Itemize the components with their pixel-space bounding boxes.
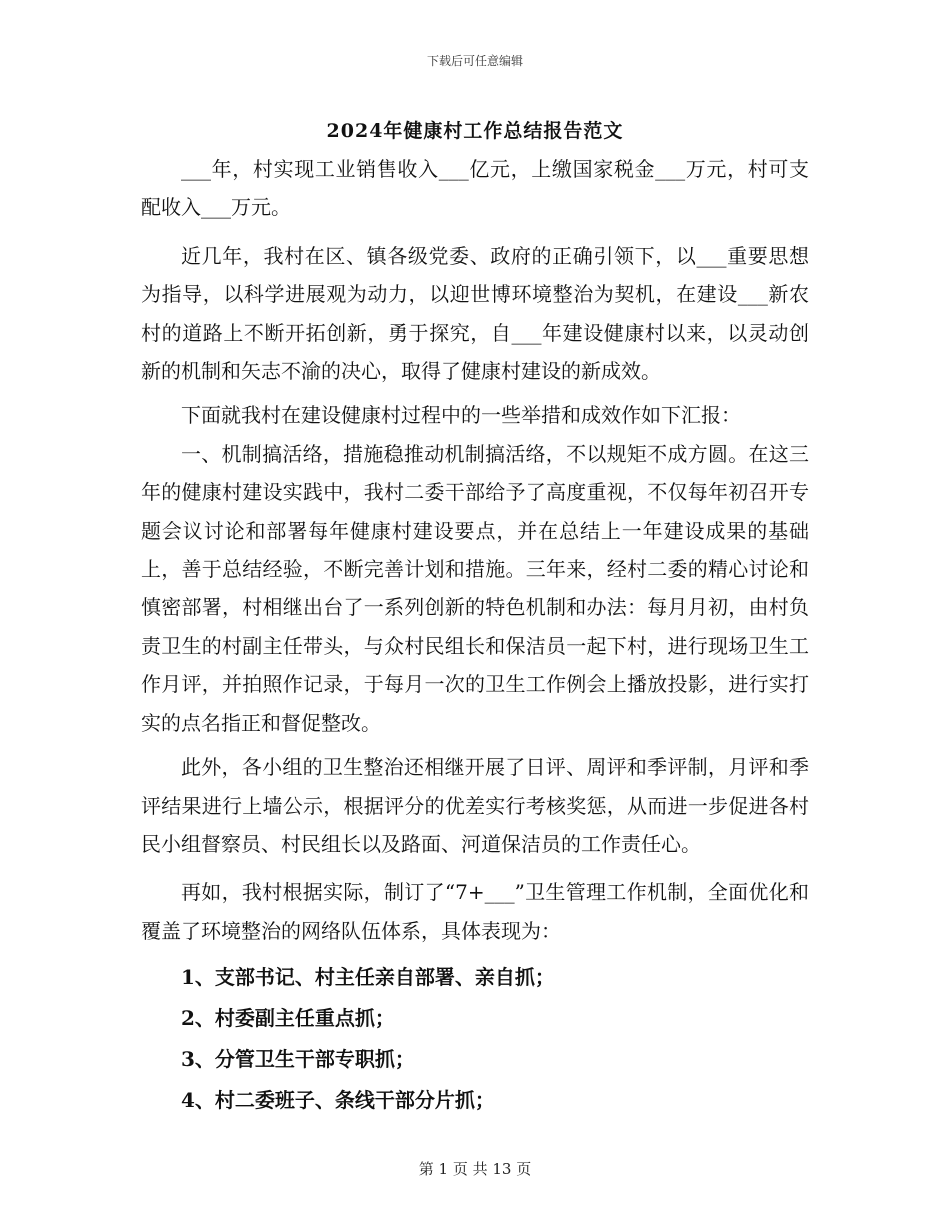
document-body [141, 150, 809, 1119]
paragraph: 一、机制搞活络，措施稳推动机制搞活络，不以规矩不成方圆。在这三年的健康村建设实践中，我村二委干部给予了高度重视，不仅每年初召开专题会议讨论和部署每年健康村建设要点，并在总结上一年建设成果的基础上，善于总结经验，不断完善计划和措施。三年来，经村二委的精心讨论和慎密部署，村相继出台了一系列创新的特色机制和办法：每月月初，由村负责卫生的村副主任带头，与众村民组长和保洁员一起下村，进行现场卫生工作月评，并拍照作记录，于每月一次的卫生工作例会上播放投影，进行实打实的点名指正和督促整改。 [141, 441, 809, 735]
list-item: 2、村委副主任重点抓； [181, 1006, 395, 1031]
list-item: 3、分管卫生干部专职抓； [181, 1047, 415, 1072]
list-item: 4、村二委班子、条线干部分片抓； [181, 1088, 495, 1113]
paragraph: ___年，村实现工业销售收入___亿元，上缴国家税金___万元，村可支配收入___万元。 [141, 157, 809, 220]
document-title: 2024年健康村工作总结报告范文 [326, 120, 624, 142]
page-number-footer: 第 1 页 共 13 页 [418, 1160, 532, 1178]
header-note: 下载后可任意编辑 [426, 54, 523, 68]
paragraph: 下面就我村在建设健康村过程中的一些举措和成效作如下汇报： [181, 403, 741, 428]
paragraph: 再如，我村根据实际，制订了“7+___”卫生管理工作机制，全面优化和覆盖了环境整治的网络队伍体系，具体表现为： [141, 880, 809, 943]
list-item: 1、支部书记、村主任亲自部署、亲自抓； [181, 965, 555, 990]
paragraph: 此外，各小组的卫生整治还相继开展了日评、周评和季评制，月评和季评结果进行上墙公示，根据评分的优差实行考核奖惩，从而进一步促进各村民小组督察员、村民组长以及路面、河道保洁员的工作责任心。 [141, 755, 809, 856]
paragraph: 近几年，我村在区、镇各级党委、政府的正确引领下，以___重要思想为指导，以科学进展观为动力，以迎世博环境整治为契机，在建设___新农村的道路上不断开拓创新，勇于探究，自___年建设健康村以来，以灵动创新的机制和矢志不渝的决心，取得了健康村建设的新成效。 [141, 243, 809, 384]
